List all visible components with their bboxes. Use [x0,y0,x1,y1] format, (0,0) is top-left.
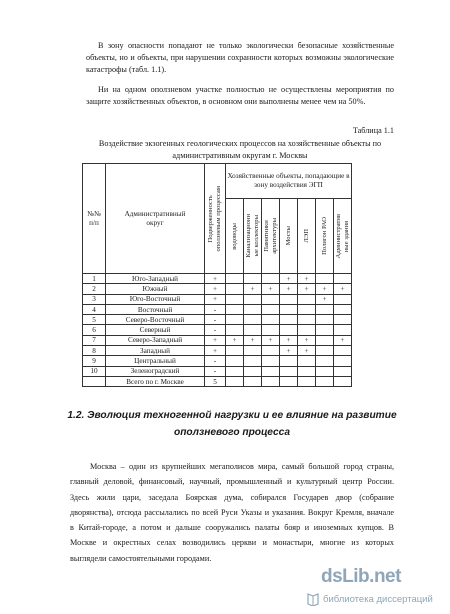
row-susceptibility: - [205,304,226,314]
row-mark [244,325,262,335]
table-row [83,274,352,284]
row-mark [334,315,352,325]
subheader-text: Мосты [284,226,292,246]
row-number: 9 [83,356,106,366]
total-label: Всего по г. Москве [106,376,205,386]
text-line: В зону опасности попадают не только экологически безопасные хозяйственные [98,41,394,50]
table-row [83,356,352,366]
subheader-text: Административ ные здания [334,213,350,259]
row-number: 8 [83,346,106,356]
subheader-cell [316,199,334,274]
row-mark [316,315,334,325]
row-susceptibility: - [205,325,226,335]
intro-paragraph-2 [86,84,394,108]
row-number: 7 [83,335,106,345]
text-line: объекты, но и объекты, при нарушении сохранности которых возможны экологические [86,53,394,63]
row-mark [298,304,316,314]
table-row [83,304,352,314]
table-row [83,366,352,376]
row-mark: + [280,284,298,294]
row-susceptibility: + [205,274,226,284]
header-district [106,164,205,274]
total-empty-cell [83,376,106,386]
row-number: 3 [83,294,106,304]
row-district: Западный [106,346,205,356]
row-mark [226,294,244,304]
text-line: Ни на одном оползневом участке полностью не осуществлены мероприятия по [98,85,394,94]
row-susceptibility: + [205,335,226,345]
row-district: Северо-Западный [106,335,205,345]
intro-paragraph-1 [86,40,394,77]
text-line: выглядели самостоятельными городами. [70,553,212,563]
row-mark [244,366,262,376]
total-empty-cell [298,376,316,386]
row-susceptibility: - [205,366,226,376]
table-body [83,274,352,387]
total-empty-cell [280,376,298,386]
dslib-watermark[interactable] [305,566,447,610]
row-mark [244,274,262,284]
row-district: Северный [106,325,205,335]
watermark-tagline: библиотека диссертаций [323,594,433,605]
row-mark [280,356,298,366]
table-row [83,325,352,335]
row-district: Восточный [106,304,205,314]
header-susceptibility [205,164,226,274]
header-district-text: Административный округ [124,209,186,227]
row-mark [244,346,262,356]
total-empty-cell [334,376,352,386]
row-mark: + [298,274,316,284]
header-number [83,164,106,274]
row-number: 5 [83,315,106,325]
row-mark [280,315,298,325]
row-number: 6 [83,325,106,335]
header-group-text: Хозяйственные объекты, попадающие в зону воздействия ЭГП [227,172,350,189]
book-icon [307,592,319,606]
row-mark: + [280,274,298,284]
subheader-cell [262,199,280,274]
row-mark [316,356,334,366]
table-title-line: Воздействие экзогенных геологических процессов на хозяйственные объекты по [98,139,382,148]
subheader-cell [226,199,244,274]
row-mark [334,346,352,356]
row-mark [226,366,244,376]
row-mark [298,315,316,325]
table-total-row [83,376,352,386]
row-mark: + [316,294,334,304]
table-row [83,346,352,356]
row-mark [262,315,280,325]
row-mark: + [244,335,262,345]
row-mark [334,356,352,366]
row-mark: + [298,346,316,356]
row-mark [316,274,334,284]
text-line: Москва – один из крупнейших мегаполисов мира, самый большой город страны, [90,462,394,471]
row-susceptibility: + [205,284,226,294]
row-mark [244,294,262,304]
subheader-text: Памятники архитектуры [262,218,278,254]
row-mark [244,315,262,325]
row-number: 1 [83,274,106,284]
table-row [83,284,352,294]
row-mark [226,315,244,325]
subheader-cell [244,199,262,274]
total-value: 5 [205,376,226,386]
row-mark [334,304,352,314]
row-mark: + [280,346,298,356]
total-empty-cell [244,376,262,386]
row-mark: + [262,335,280,345]
subheader-cell [280,199,298,274]
row-mark [262,356,280,366]
row-mark: + [316,284,334,294]
row-mark [280,325,298,335]
row-susceptibility: - [205,356,226,366]
text-line: Москве и окрестных селах возводились церкви и монастыри, многие из которых [70,538,394,548]
row-mark [262,346,280,356]
row-mark [244,356,262,366]
header-number-text: №№ п/п [87,209,101,227]
row-mark: + [262,284,280,294]
row-mark [280,366,298,376]
row-mark [262,294,280,304]
row-district: Юго-Восточный [106,294,205,304]
row-mark [316,304,334,314]
row-mark [298,366,316,376]
text-line: катастрофы (табл. 1.1). [86,65,167,75]
row-susceptibility: + [205,294,226,304]
row-mark [226,284,244,294]
table-title-line: административным округам г. Москвы [172,150,308,160]
row-mark [226,304,244,314]
row-mark [280,304,298,314]
row-mark [226,325,244,335]
row-mark [316,335,334,345]
row-number: 2 [83,284,106,294]
subheader-text: ЛЭП [302,229,310,243]
subheader-cell [298,199,316,274]
row-district: Южный [106,284,205,294]
subheader-text: Канализационн ые коллекторы [244,214,260,258]
header-susceptibility-text: Подверженность оползневым процессам [207,185,222,252]
text-line: Здесь жили цари, заседала Боярская дума, собирался Государев двор (собрание [70,492,394,502]
row-mark [298,294,316,304]
row-susceptibility: + [205,346,226,356]
watermark-name: dsLib.net [321,566,401,587]
section-heading-line: 1.2. Эволюция техногенной нагрузки и ее влияние на развитие [67,410,397,421]
section-heading-line: оползневого процесса [173,427,291,438]
row-mark [298,356,316,366]
row-mark [244,304,262,314]
text-line: дворянства), отсюда рассылались по всей Руси Указы и указания. Вокруг Кремля, вначале [70,507,394,517]
row-mark [334,366,352,376]
text-line: защите хозяйственных объектов, в основном они выполнены менее чем на 50%. [86,97,366,107]
body-paragraph [70,459,394,566]
row-district: Юго-Западный [106,274,205,284]
row-susceptibility: - [205,315,226,325]
row-mark: + [334,335,352,345]
row-mark: + [244,284,262,294]
row-mark [262,325,280,335]
row-mark [226,274,244,284]
row-district: Северо-Восточный [106,315,205,325]
text-line: в Китай-городе, а потом и дальше сооружались палаты бояр и иноземных купцов. В [70,523,394,533]
subheader-text: водоводы [230,222,238,250]
row-mark [262,304,280,314]
row-mark [226,346,244,356]
total-empty-cell [316,376,334,386]
table-row [83,294,352,304]
row-number: 4 [83,304,106,314]
row-mark: + [334,284,352,294]
row-mark: + [298,335,316,345]
table-row [83,315,352,325]
impact-table [82,163,352,387]
text-line: главный деловой, финансовый, научный, промышленный и культурный центр России. [70,477,394,487]
row-mark [262,274,280,284]
row-mark [262,366,280,376]
row-mark [280,294,298,304]
row-district: Центральный [106,356,205,366]
total-empty-cell [262,376,280,386]
row-mark [316,346,334,356]
section-heading [62,407,402,441]
row-mark [298,325,316,335]
header-group [226,164,352,199]
table-title [70,138,410,161]
row-mark: + [226,335,244,345]
table-label: Таблица 1.1 [352,126,394,135]
row-district: Зеленоградский [106,366,205,376]
total-empty-cell [226,376,244,386]
row-mark [316,325,334,335]
row-number: 10 [83,366,106,376]
subheader-text: Полигон РАО [320,217,328,255]
row-mark: + [298,284,316,294]
row-mark [334,274,352,284]
row-mark [334,294,352,304]
row-mark [316,366,334,376]
row-mark [334,325,352,335]
row-mark [226,356,244,366]
subheader-cell [334,199,352,274]
table-row [83,335,352,345]
row-mark: + [280,335,298,345]
